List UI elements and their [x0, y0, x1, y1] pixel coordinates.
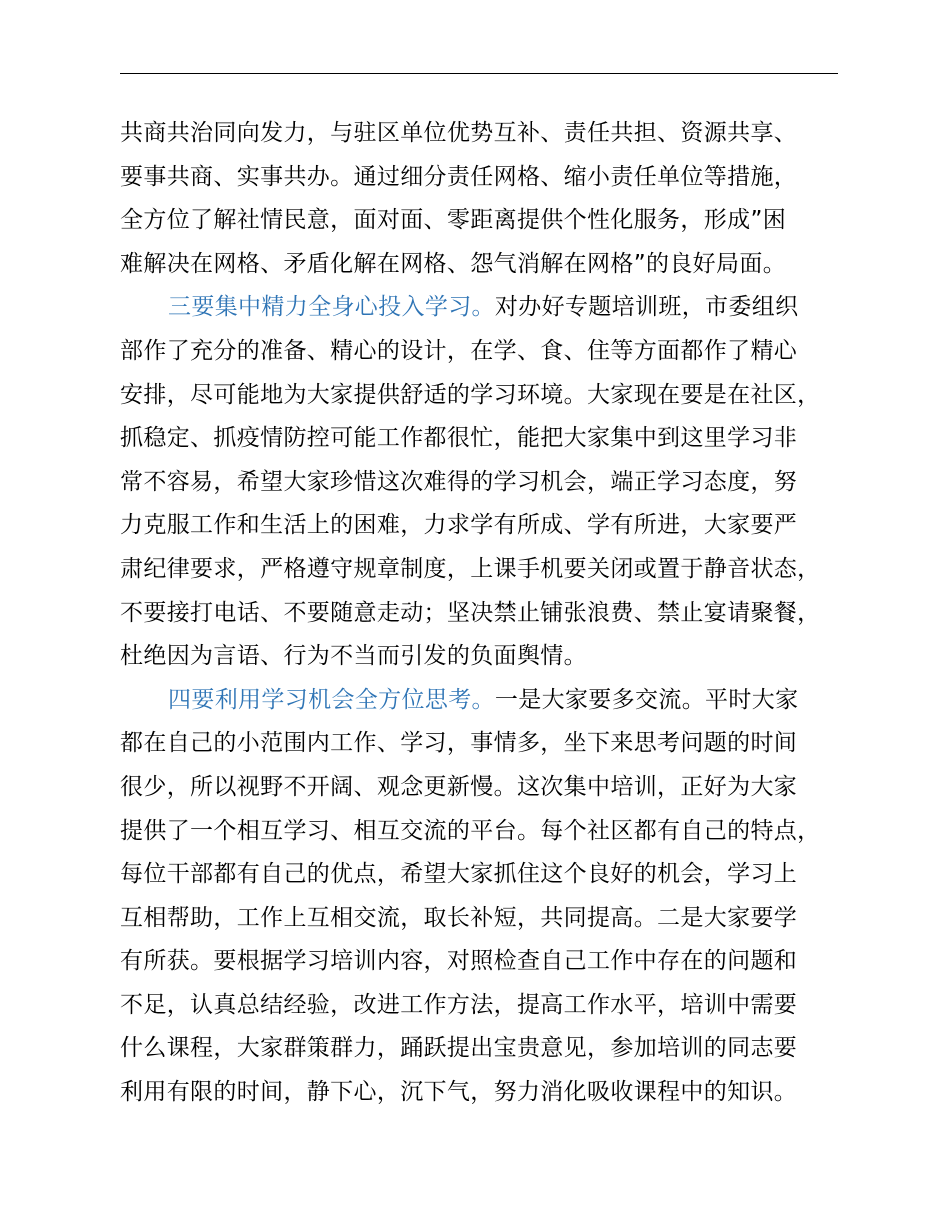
text-line: 什么课程，大家群策群力，踊跃提出宝贵意见，参加培训的同志要 [120, 1035, 798, 1062]
text-line: 不要接打电话、不要随意走动；坚决禁止铺张浪费、禁止宴请聚餐， [120, 599, 821, 626]
text-line: 都在自己的小范围内工作、学习，事情多，坐下来思考问题的时间 [120, 730, 798, 757]
text-line: 提供了一个相互学习、相互交流的平台。每个社区都有自己的特点， [120, 817, 821, 844]
text-line: 安排，尽可能地为大家提供舒适的学习环境。大家现在要是在社区， [120, 381, 821, 408]
section-3-lead-text: 对办好专题培训班，市委组织 [494, 294, 799, 321]
text-line: 利用有限的时间，静下心，沉下气，努力消化吸收课程中的知识。 [120, 1079, 798, 1106]
header-divider [120, 73, 838, 74]
text-line: 肃纪律要求，严格遵守规章制度，上课手机要关闭或置于静音状态， [120, 555, 821, 582]
text-line: 有所获。要根据学习培训内容，对照检查自己工作中存在的问题和 [120, 948, 798, 975]
section-4-heading: 四要利用学习机会全方位思考。 [168, 686, 495, 713]
text-line: 力克服工作和生活上的困难，力求学有所成、学有所进，大家要严 [120, 512, 798, 539]
section-3-first-line [120, 286, 860, 330]
text-line: 每位干部都有自己的优点，希望大家抓住这个良好的机会，学习上 [120, 861, 798, 888]
text-line: 抓稳定、抓疫情防控可能工作都很忙，能把大家集中到这里学习非 [120, 425, 798, 452]
text-line: 杜绝因为言语、行为不当而引发的负面舆情。 [120, 643, 587, 670]
text-line: 难解决在网格、矛盾化解在网格、怨气消解在网格”的良好局面。 [120, 250, 787, 277]
text-line: 全方位了解社情民意，面对面、零距离提供个性化服务，形成”困 [120, 207, 787, 234]
text-line: 部作了充分的准备、精心的设计，在学、食、住等方面都作了精心 [120, 337, 798, 364]
section-4-first-line [120, 679, 860, 723]
text-line: 共商共治同向发力，与驻区单位优势互补、责任共担、资源共享、 [120, 120, 798, 146]
section-3-heading: 三要集中精力全身心投入学习。 [168, 294, 495, 321]
section-4-lead-text: 一是大家要多交流。平时大家 [494, 686, 799, 713]
text-line: 互相帮助，工作上互相交流，取长补短，共同提高。二是大家要学 [120, 904, 798, 931]
text-line: 不足，认真总结经验，改进工作方法，提高工作水平，培训中需要 [120, 991, 798, 1018]
text-line: 要事共商、实事共办。通过细分责任网格、缩小责任单位等措施， [120, 163, 798, 190]
body-text [120, 112, 860, 1115]
text-line: 常不容易，希望大家珍惜这次难得的学习机会，端正学习态度，努 [120, 468, 798, 495]
text-line: 很少，所以视野不开阔、观念更新慢。这次集中培训，正好为大家 [120, 773, 798, 800]
